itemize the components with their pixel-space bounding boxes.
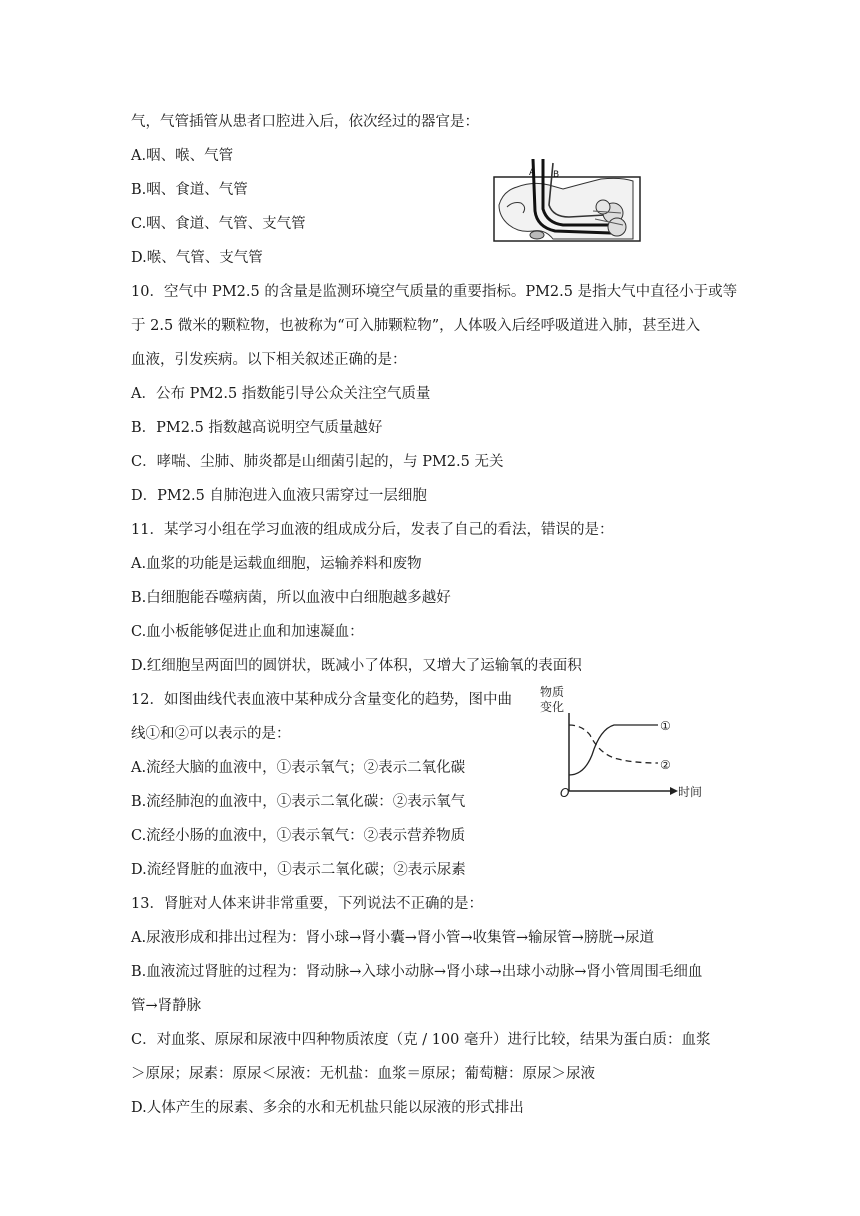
label-a: A: [529, 168, 536, 178]
option-line: B.流经肺泡的血液中，①表示二氧化碳：②表示氧气: [131, 794, 466, 810]
option-line: A.咽、喉、气管: [131, 148, 234, 164]
option-line: A.血浆的功能是运载血细胞，运输养料和废物: [131, 556, 422, 572]
x-label: 时间: [678, 785, 703, 799]
option-line: A.尿液形成和排出过程为：肾小球→肾小囊→肾小管→收集管→输尿管→膀胱→尿道: [131, 930, 654, 946]
text-line: 血液，引发疾病。以下相关叙述正确的是：: [131, 352, 407, 368]
option-line: C.流经小肠的血液中，①表示氧气：②表示营养物质: [131, 828, 466, 844]
text-line: 管→肾静脉: [131, 998, 202, 1014]
option-line: B.血液流过肾脏的过程为：肾动脉→入球小动脉→肾小球→出球小动脉→肾小管周围毛细血: [131, 964, 703, 980]
option-line: D.流经肾脏的血液中，①表示二氧化碳；②表示尿素: [131, 862, 466, 878]
label-b: B: [553, 170, 560, 180]
option-line: C.咽、食道、气管、支气管: [131, 216, 306, 232]
option-line: D.喉、气管、支气管: [131, 250, 263, 266]
option-line: B．PM2.5 指数越高说明空气质量越好: [131, 420, 383, 436]
text-line: 12．如图曲线代表血液中某种成分含量变化的趋势，图中曲: [131, 692, 512, 708]
intubation-figure: [493, 155, 643, 243]
curve-2-label: ②: [660, 758, 671, 772]
text-line: 气，气管插管从患者口腔进入后，依次经过的器官是：: [131, 114, 479, 130]
option-line: A.流经大脑的血液中，①表示氧气；②表示二氧化碳: [131, 760, 466, 776]
curve-1-label: ①: [660, 719, 671, 733]
option-line: D.红细胞呈两面凹的圆饼状，既减小了体积，又增大了运输氧的表面积: [131, 658, 582, 674]
option-line: D.人体产生的尿素、多余的水和无机盐只能以尿液的形式排出: [131, 1100, 524, 1116]
text-line: 13．肾脏对人体来讲非常重要，下列说法不正确的是：: [131, 896, 483, 912]
option-line: C.血小板能够促进止血和加速凝血：: [131, 624, 364, 640]
option-line: B.白细胞能吞噬病菌，所以血液中白细胞越多越好: [131, 590, 451, 606]
option-line: C．哮喘、尘肺、肺炎都是山细菌引起的，与 PM2.5 无关: [131, 454, 504, 470]
curve-figure: [538, 683, 718, 803]
text-line: 10．空气中 PM2.5 的含量是监测环境空气质量的重要指标。PM2.5 是指大气中直径小于或等: [131, 284, 738, 300]
text-line: 线①和②可以表示的是：: [131, 726, 291, 742]
option-line: D．PM2.5 自肺泡进入血液只需穿过一层细胞: [131, 488, 427, 504]
origin-label: O: [560, 786, 570, 800]
option-line: B.咽、食道、气管: [131, 182, 248, 198]
y-label-2: 变化: [540, 700, 565, 714]
text-line: 11．某学习小组在学习血液的组成成分后，发表了自己的看法，错误的是：: [131, 522, 614, 538]
text-line: ＞原尿；尿素：原尿＜尿液：无机盐：血浆＝原尿；葡萄糖：原尿＞尿液: [131, 1066, 595, 1082]
option-line: C．对血浆、原尿和尿液中四种物质浓度（克 / 100 毫升）进行比较，结果为蛋白质：血浆: [131, 1032, 711, 1048]
x-axis-arrow-icon: [670, 787, 678, 795]
y-label-1: 物质: [540, 685, 565, 699]
curve-1: [569, 725, 658, 775]
option-line: A．公布 PM2.5 指数能引导公众关注空气质量: [131, 386, 431, 402]
curve-2: [569, 725, 658, 763]
text-line: 于 2.5 微米的颗粒物，也被称为“可入肺颗粒物”，人体吸入后经呼吸道进入肺，甚至进入: [131, 318, 701, 334]
